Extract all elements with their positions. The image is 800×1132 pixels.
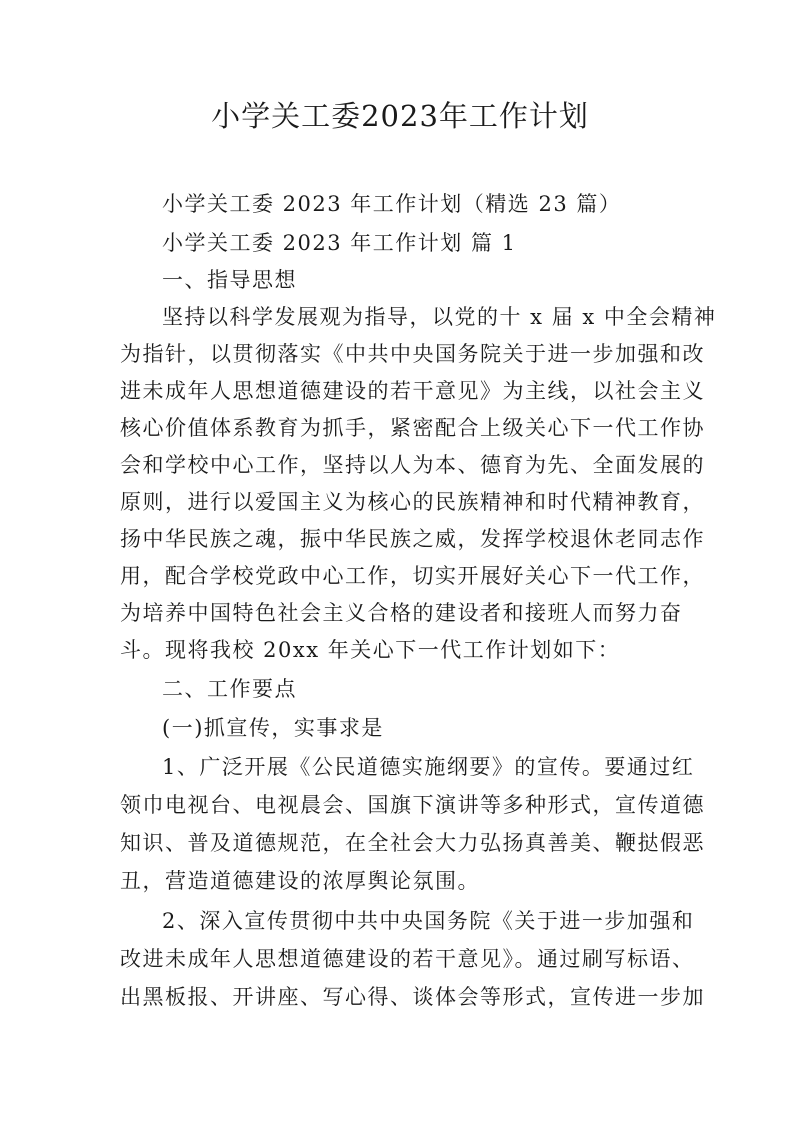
document-title: 小学关工委2023年工作计划: [211, 99, 589, 133]
paragraph-line: 会和学校中心工作，坚持以人为本、德育为先、全面发展的: [120, 453, 705, 477]
paragraph-line: 扬中华民族之魂，振中华民族之威，发挥学校退休老同志作: [120, 527, 705, 551]
paragraph-line: 丑，营造道德建设的浓厚舆论氛围。: [120, 869, 480, 893]
paragraph-line: 用，配合学校党政中心工作，切实开展好关心下一代工作，: [120, 564, 705, 588]
paragraph-line: 改进未成年人思想道德建设的若干意见》。通过刷写标语、: [120, 947, 695, 971]
section-heading-line: 小学关工委 2023 年工作计划 篇 1: [162, 231, 517, 255]
subtitle-line: 小学关工委 2023 年工作计划（精选 23 篇）: [162, 192, 622, 216]
paragraph-line: 知识、普及道德规范，在全社会大力弘扬真善美、鞭挞假恶: [120, 831, 705, 855]
paragraph-line: 领巾电视台、电视晨会、国旗下演讲等多种形式，宣传道德: [120, 793, 705, 817]
paragraph-line: 为培养中国特色社会主义合格的建设者和接班人而努力奋: [120, 601, 683, 625]
paragraph-line: 1、广泛开展《公民道德实施纲要》的宣传。要通过红: [162, 755, 695, 779]
paragraph-line: 2、深入宣传贯彻中共中央国务院《关于进一步加强和: [162, 909, 695, 933]
paragraph-line: 出黑板报、开讲座、写心得、谈体会等形式，宣传进一步加: [120, 985, 705, 1009]
paragraph-line: 坚持以科学发展观为指导，以党的十 x 届 x 中全会精神: [162, 305, 717, 329]
paragraph-line: 核心价值体系教育为抓手，紧密配合上级关心下一代工作协: [120, 416, 705, 440]
subheading-publicity: (一)抓宣传，实事求是: [162, 716, 384, 740]
paragraph-line: 原则，进行以爱国主义为核心的民族精神和时代精神教育，: [120, 490, 705, 514]
paragraph-line: 为指针，以贯彻落实《中共中央国务院关于进一步加强和改: [120, 342, 705, 366]
heading-guiding-thought: 一、指导思想: [162, 268, 297, 292]
paragraph-line: 斗。现将我校 20xx 年关心下一代工作计划如下：: [120, 638, 621, 662]
paragraph-line: 进未成年人思想道德建设的若干意见》为主线，以社会主义: [120, 379, 705, 403]
heading-work-points: 二、工作要点: [162, 677, 297, 701]
